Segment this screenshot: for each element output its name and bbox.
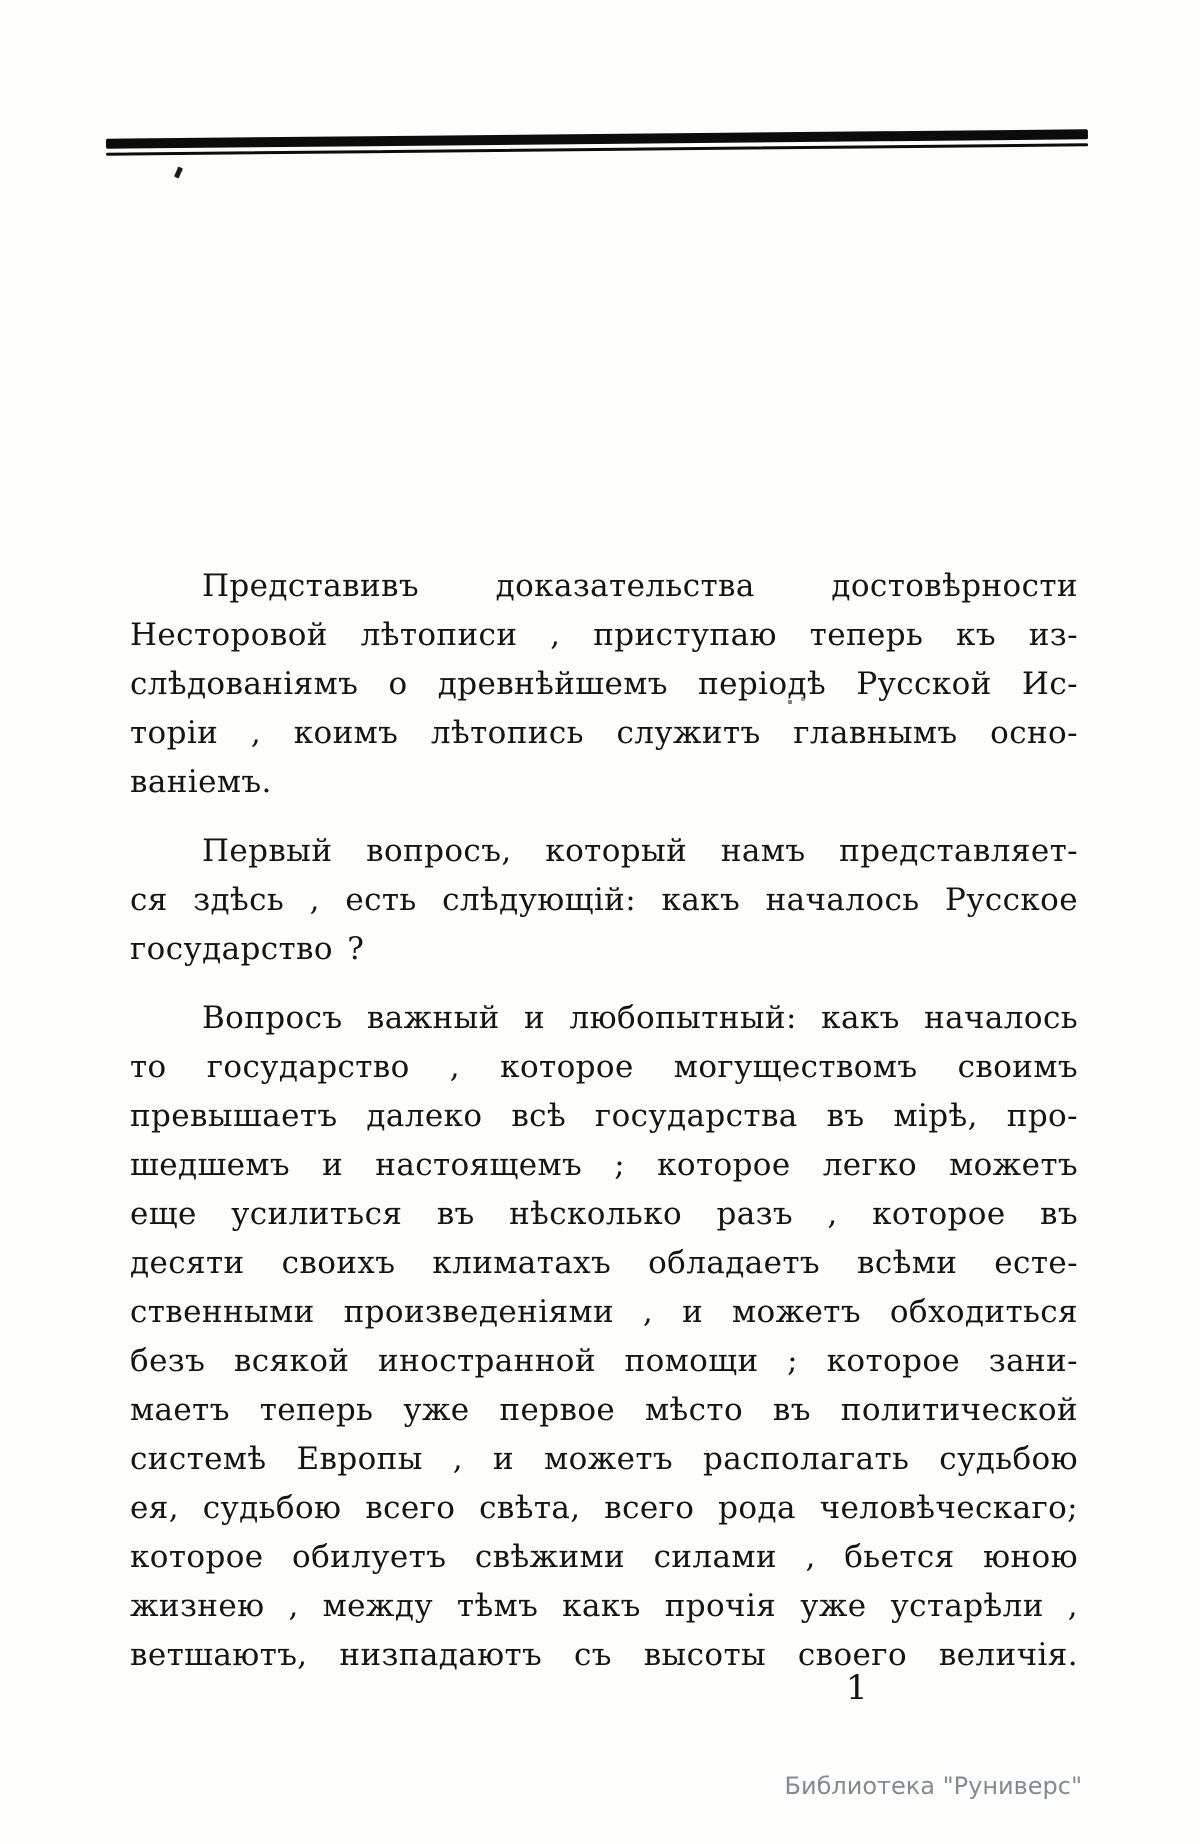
text-line: безъ всякой иностранной помощи ; которое зани- <box>130 1343 1078 1379</box>
text-line: превышаетъ далеко всѣ государства въ мірѣ, про- <box>130 1098 1078 1134</box>
text-line: слѣдованіямъ о древнѣйшемъ періодѣ Русской Ис- <box>130 666 1078 702</box>
text-line: государство ? <box>130 931 365 967</box>
text-line: ся здѣсь , есть слѣдующій: какъ началось Русское <box>130 882 1078 918</box>
text-line: ея, судьбою всего свѣта, всего рода человѣческаго; <box>130 1490 1078 1526</box>
text-line: ветшаютъ, низпадаютъ съ высоты своего величія. <box>130 1637 1078 1673</box>
paragraph-3 <box>130 994 1078 1680</box>
text-line: системѣ Европы , и можетъ располагать судьбою <box>130 1441 1078 1477</box>
ink-speck <box>174 166 183 178</box>
text-line: жизнею , между тѣмъ какъ прочія уже устарѣли , <box>130 1588 1078 1624</box>
paragraph-1 <box>130 562 1078 807</box>
top-divider <box>106 129 1088 155</box>
text-line: Несторовой лѣтописи , приступаю теперь къ из- <box>130 617 1078 653</box>
text-line: ваніемъ. <box>130 764 272 800</box>
text-line: Представивъ доказательства достовѣрности <box>202 568 1078 604</box>
text-line: шедшемъ и настоящемъ ; которое легко можетъ <box>130 1147 1078 1183</box>
text-line: торіи , коимъ лѣтопись служитъ главнымъ осно- <box>130 715 1078 751</box>
page-number: 1 <box>846 1668 868 1708</box>
text-line: которое обилуетъ свѣжими силами , бьется юною <box>130 1539 1078 1575</box>
text-line: Вопросъ важный и любопытный: какъ началось <box>202 1000 1078 1036</box>
text-line: маетъ теперь уже первое мѣсто въ политической <box>130 1392 1078 1428</box>
text-line: еще усилиться въ нѣсколько разъ , которое въ <box>130 1196 1078 1232</box>
paragraph-2 <box>130 827 1078 974</box>
text-line: десяти своихъ климатахъ обладаетъ всѣми есте- <box>130 1245 1078 1281</box>
text-line: Первый вопросъ, который намъ представляет- <box>202 833 1078 869</box>
watermark-runivers: Библиотека "Руниверс" <box>784 1772 1082 1800</box>
text-line: ственными произведеніями , и можетъ обходиться <box>130 1294 1078 1330</box>
text-line: то государство , которое могуществомъ своимъ <box>130 1049 1078 1085</box>
text-block <box>130 562 1078 1680</box>
